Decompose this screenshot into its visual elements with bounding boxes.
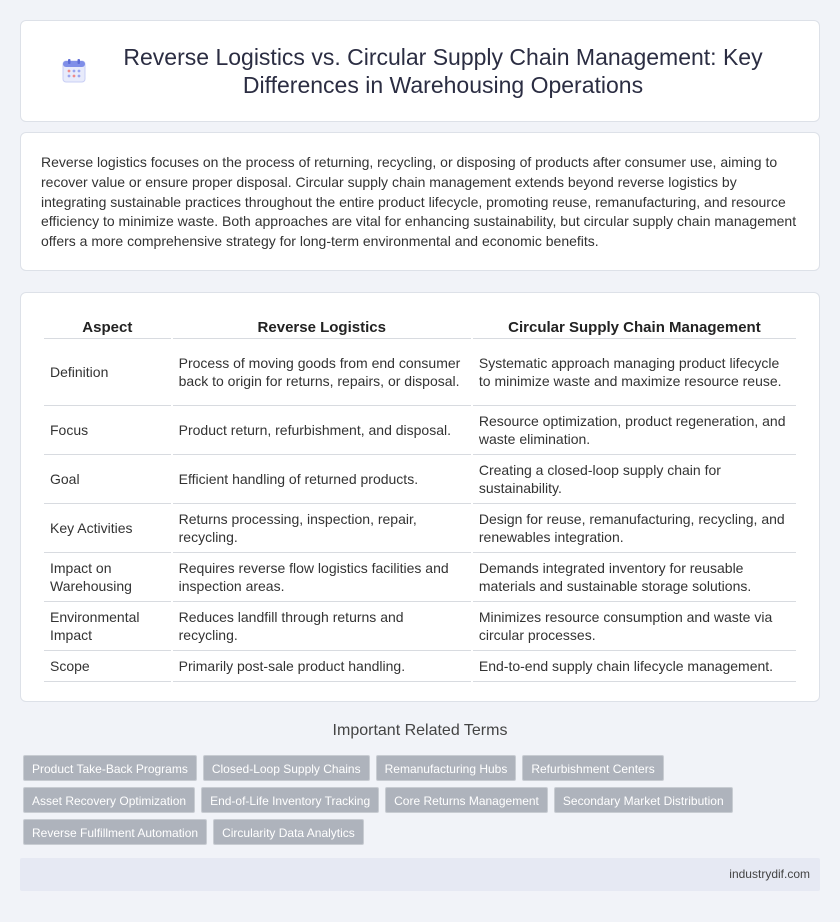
header-reverse-logistics: Reverse Logistics xyxy=(173,313,471,339)
cell-reverse: Requires reverse flow logistics facilities and inspection areas. xyxy=(173,553,471,602)
cell-reverse: Returns processing, inspection, repair, recycling. xyxy=(173,504,471,553)
table-row xyxy=(44,651,796,682)
term-tag[interactable]: Closed-Loop Supply Chains xyxy=(203,755,370,781)
header-aspect: Aspect xyxy=(44,313,171,339)
cell-circular: Demands integrated inventory for reusable materials and sustainable storage solutions. xyxy=(473,553,796,602)
cell-circular: End-to-end supply chain lifecycle management. xyxy=(473,651,796,682)
cell-reverse: Efficient handling of returned products. xyxy=(173,455,471,504)
related-terms-title: Important Related Terms xyxy=(332,722,508,739)
cell-aspect: Scope xyxy=(44,651,171,682)
cell-aspect: Definition xyxy=(44,339,171,406)
cell-circular: Design for reuse, remanufacturing, recycling, and renewables integration. xyxy=(473,504,796,553)
cell-aspect: Key Activities xyxy=(44,504,171,553)
comparison-table xyxy=(42,313,798,682)
term-tag[interactable]: Secondary Market Distribution xyxy=(554,787,733,813)
footer-site-link[interactable]: industrydif.com xyxy=(729,867,810,881)
cell-aspect: Focus xyxy=(44,406,171,455)
cell-aspect: Impact on Warehousing xyxy=(44,553,171,602)
cell-circular: Resource optimization, product regeneration, and waste elimination. xyxy=(473,406,796,455)
title-card xyxy=(20,20,820,122)
term-tag[interactable]: Core Returns Management xyxy=(385,787,548,813)
footer xyxy=(20,858,820,891)
cell-reverse: Primarily post-sale product handling. xyxy=(173,651,471,682)
table-row xyxy=(44,602,796,651)
cell-reverse: Process of moving goods from end consumer back to origin for returns, repairs, or disposal. xyxy=(173,339,471,406)
comparison-card xyxy=(20,292,820,702)
header-circular-supply-chain: Circular Supply Chain Management xyxy=(473,313,796,339)
term-tag[interactable]: End-of-Life Inventory Tracking xyxy=(201,787,379,813)
cell-reverse: Product return, refurbishment, and disposal. xyxy=(173,406,471,455)
term-tag[interactable]: Circularity Data Analytics xyxy=(213,819,364,845)
calendar-icon xyxy=(61,58,87,84)
intro-card xyxy=(20,132,820,271)
term-tag[interactable]: Reverse Fulfillment Automation xyxy=(23,819,207,845)
related-terms-list xyxy=(23,755,823,845)
table-row xyxy=(44,455,796,504)
page-title: Reverse Logistics vs. Circular Supply Chain Management: Key Differences in Warehousing Operations xyxy=(123,44,763,98)
table-row xyxy=(44,504,796,553)
term-tag[interactable]: Refurbishment Centers xyxy=(522,755,663,781)
term-tag[interactable]: Product Take-Back Programs xyxy=(23,755,197,781)
table-row xyxy=(44,406,796,455)
table-row xyxy=(44,339,796,406)
cell-aspect: Environmental Impact xyxy=(44,602,171,651)
intro-paragraph: Reverse logistics focuses on the process of returning, recycling, or disposing of products after consumer use, aiming to recover value or ensure proper disposal. Circular supply chain management extends beyond reverse logistics by integrating sustainable practices throughout the entire product lifecycle, promoting reuse, remanufacturing, and resource efficiency to minimize waste. Both approaches are vital for enhancing sustainability, but circular supply chain management offers a more comprehensive strategy for long-term environmental and economic benefits. xyxy=(41,154,797,250)
cell-circular: Systematic approach managing product lifecycle to minimize waste and maximize resource reuse. xyxy=(473,339,796,406)
cell-reverse: Reduces landfill through returns and recycling. xyxy=(173,602,471,651)
cell-circular: Creating a closed-loop supply chain for sustainability. xyxy=(473,455,796,504)
cell-aspect: Goal xyxy=(44,455,171,504)
term-tag[interactable]: Asset Recovery Optimization xyxy=(23,787,195,813)
table-row xyxy=(44,553,796,602)
table-header-row xyxy=(44,313,796,339)
term-tag[interactable]: Remanufacturing Hubs xyxy=(376,755,517,781)
cell-circular: Minimizes resource consumption and waste via circular processes. xyxy=(473,602,796,651)
